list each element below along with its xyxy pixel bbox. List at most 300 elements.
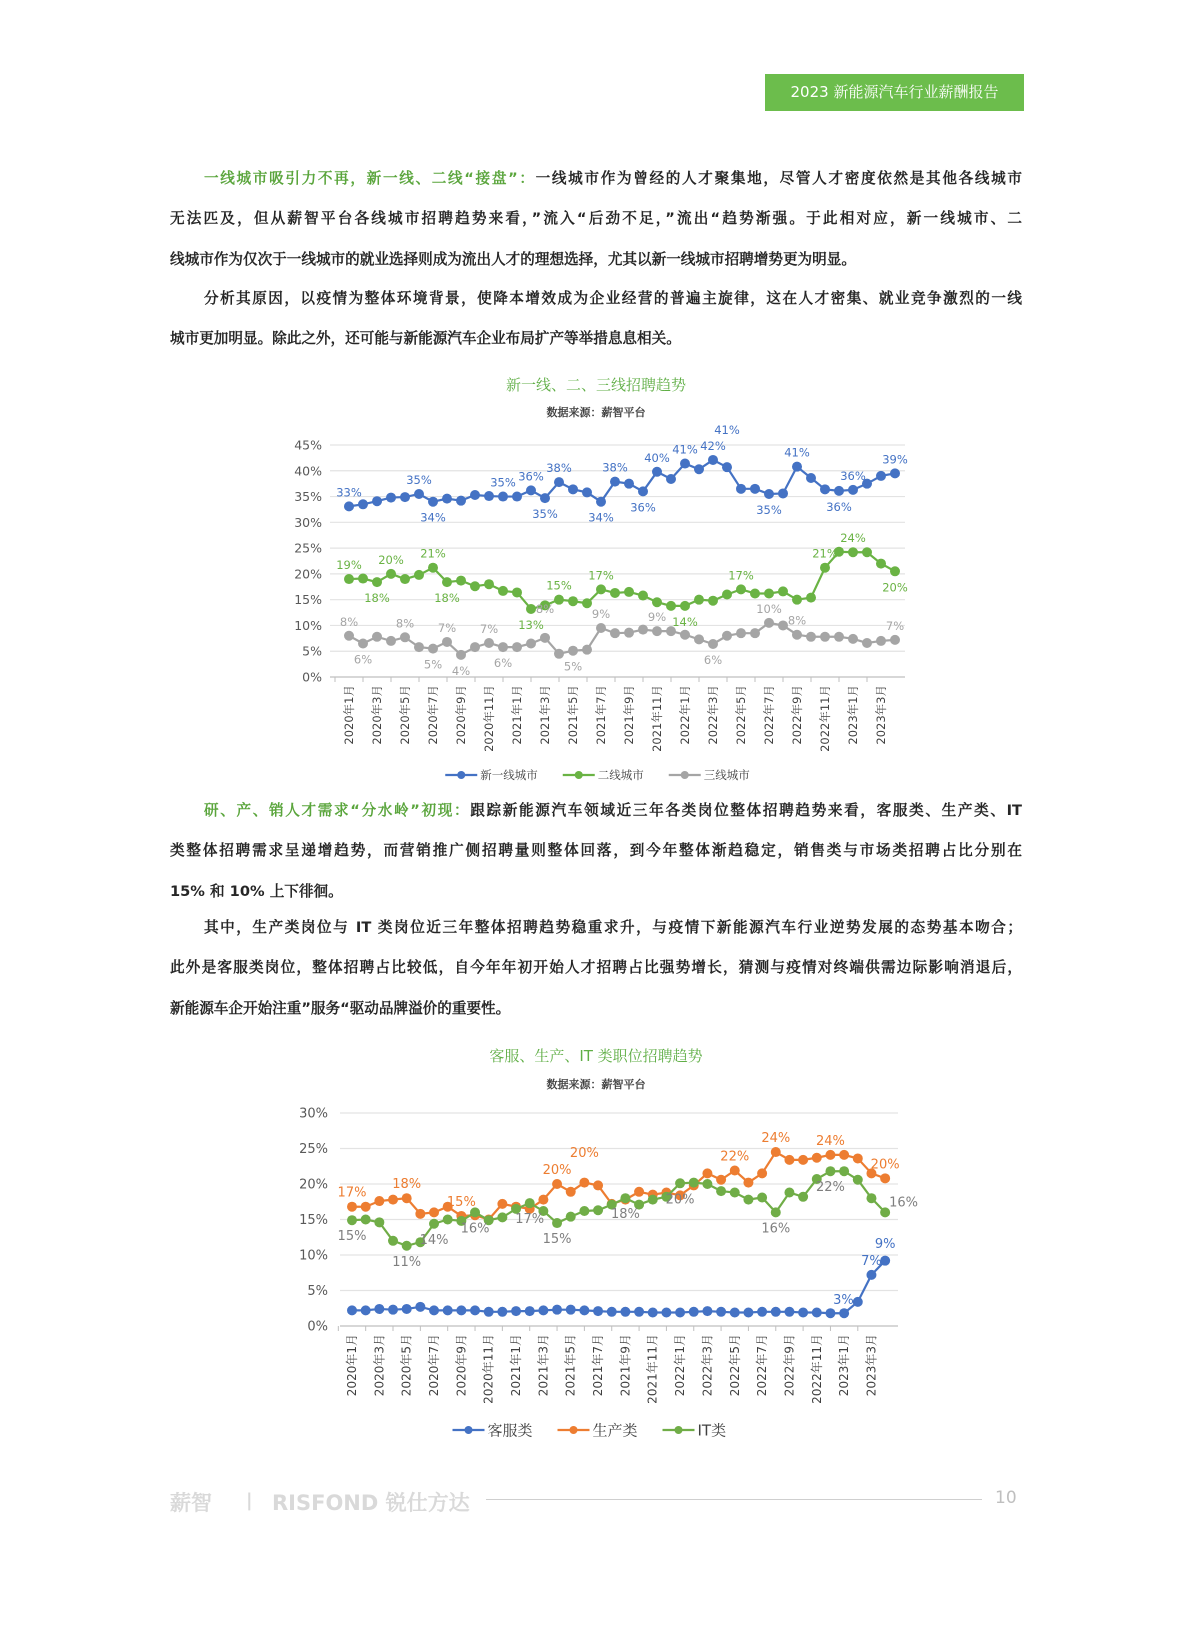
data-point [596, 584, 606, 594]
x-tick-label: 2021年11月 [645, 1334, 660, 1404]
data-point [792, 630, 802, 640]
data-point [806, 593, 816, 603]
data-point [400, 632, 410, 642]
page-number: 10 [995, 1488, 1017, 1508]
y-tick-label: 15% [299, 1213, 328, 1228]
paragraph-highlight: 研、产、销人才需求“分水岭”初现： [204, 802, 471, 819]
data-point [374, 1304, 384, 1314]
data-point [778, 620, 788, 630]
data-point [402, 1241, 412, 1251]
data-point [778, 488, 788, 498]
legend-label: 新一线城市 [480, 768, 538, 783]
data-label: 21% [812, 546, 838, 561]
data-label: 9% [874, 1236, 896, 1252]
data-point [566, 1305, 576, 1315]
legend-marker-icon [675, 1426, 683, 1434]
data-point [620, 1307, 630, 1317]
data-point [825, 1308, 835, 1318]
x-tick-label: 2022年3月 [706, 685, 720, 745]
data-label: 16% [889, 1195, 919, 1211]
data-label: 22% [815, 1180, 845, 1196]
x-tick-label: 2021年9月 [618, 1334, 633, 1397]
data-label: 7% [861, 1253, 882, 1269]
logo-separator: | [246, 1490, 253, 1511]
data-point [680, 601, 690, 611]
data-label: 7% [885, 618, 905, 633]
chart2-title: 客服、生产、IT 类职位招聘趋势 [489, 1047, 703, 1065]
data-point [484, 579, 494, 589]
data-point [344, 501, 354, 511]
data-point [834, 486, 844, 496]
data-label: 33% [336, 485, 362, 500]
data-label: 36% [630, 500, 656, 515]
x-tick-label: 2020年1月 [345, 1334, 359, 1397]
data-point [593, 1306, 603, 1316]
data-point [784, 1307, 794, 1317]
data-point [771, 1307, 781, 1317]
data-point [388, 1236, 398, 1246]
data-point [374, 1217, 384, 1227]
data-point [347, 1305, 357, 1315]
data-point [512, 642, 522, 652]
paragraph-line [170, 199, 1022, 239]
xinzhi-logo: 薪智 [170, 1491, 212, 1515]
data-point [820, 632, 830, 642]
data-point [890, 635, 900, 645]
report-title-badge: 2023 新能源汽车行业薪酬报告 [765, 74, 1024, 111]
data-point [388, 1195, 398, 1205]
paragraph-text: 其中，生产类岗位与 IT 类岗位近三年整体招聘趋势稳重求升，与疫情下新能源汽车行业逆势发展的态势基本吻合； [204, 919, 1022, 936]
data-point [414, 570, 424, 580]
data-point [722, 631, 732, 641]
x-tick-label: 2021年7月 [594, 685, 608, 745]
data-point [386, 493, 396, 503]
data-point [778, 586, 788, 596]
legend-marker-icon [570, 1426, 578, 1434]
data-point [372, 496, 382, 506]
x-tick-label: 2021年3月 [536, 1334, 551, 1397]
data-point [680, 630, 690, 640]
data-point [552, 1179, 562, 1189]
paragraph-line [170, 240, 1022, 280]
x-tick-label: 2022年9月 [782, 1334, 797, 1397]
data-point [624, 628, 634, 638]
data-point [540, 493, 550, 503]
x-tick-label: 2020年5月 [399, 1334, 414, 1397]
data-label: 17% [588, 568, 614, 583]
data-point [442, 494, 452, 504]
x-tick-label: 2023年1月 [837, 1334, 852, 1397]
data-point [806, 473, 816, 483]
data-point [566, 1212, 576, 1222]
data-label: 7% [437, 620, 457, 635]
data-point [730, 1188, 740, 1198]
paragraph-text: 跟踪新能源汽车领域近三年各类岗位整体招聘趋势来看，客服类、生产类、IT [470, 802, 1023, 819]
paragraph-line [170, 279, 1022, 319]
data-point [666, 474, 676, 484]
data-label: 20% [870, 1157, 900, 1173]
data-point [400, 492, 410, 502]
data-point [582, 487, 592, 497]
data-point [820, 484, 830, 494]
data-point [593, 1205, 603, 1215]
data-point [470, 581, 480, 591]
data-point [798, 1192, 808, 1202]
data-label: 17% [728, 568, 754, 583]
chart2-source: 数据来源：薪智平台 [546, 1078, 646, 1091]
data-point [792, 595, 802, 605]
x-tick-label: 2022年7月 [762, 685, 776, 745]
paragraph-text: 线城市作为仅次于一线城市的就业选择则成为流出人才的理想选择，尤其以新一线城市招聘增势更为明显。 [170, 250, 856, 268]
data-label: 24% [840, 531, 866, 546]
data-point [607, 1307, 617, 1317]
data-label: 35% [756, 502, 782, 517]
x-tick-label: 2021年11月 [650, 685, 664, 752]
y-tick-label: 0% [302, 669, 322, 685]
y-tick-label: 40% [294, 463, 322, 479]
paragraph-text: 类整体招聘需求呈递增趋势，而营销推广侧招聘量则整体回落，到今年整体渐趋稳定，销售类与市场类招聘占比分别在 [170, 842, 1022, 860]
data-point [876, 471, 886, 481]
data-point [497, 1307, 507, 1317]
data-point [736, 584, 746, 594]
data-label: 18% [392, 1177, 422, 1193]
data-point [848, 485, 858, 495]
data-point [853, 1175, 863, 1185]
data-point [853, 1297, 863, 1307]
data-point [736, 484, 746, 494]
data-point [634, 1187, 644, 1197]
series-line-1 [352, 1261, 885, 1314]
chart1-source: 数据来源：薪智平台 [546, 406, 646, 419]
data-point [771, 1207, 781, 1217]
data-point [428, 644, 438, 654]
data-point [347, 1202, 357, 1212]
data-point [806, 632, 816, 642]
data-label: 42% [700, 438, 726, 453]
paragraph-line [170, 319, 1022, 359]
data-point [750, 628, 760, 638]
data-point [661, 1308, 671, 1318]
data-label: 6% [353, 652, 373, 667]
data-point [652, 626, 662, 636]
data-label: 5% [563, 659, 583, 674]
y-tick-label: 10% [299, 1248, 328, 1264]
data-point [552, 1218, 562, 1228]
data-point [497, 1199, 507, 1209]
data-point [538, 1195, 548, 1205]
y-tick-label: 20% [299, 1177, 328, 1193]
data-point [596, 497, 606, 507]
legend-marker-icon [465, 1426, 473, 1434]
data-label: 20% [378, 552, 404, 567]
data-point [579, 1206, 589, 1216]
data-label: 20% [665, 1192, 695, 1208]
data-point [648, 1308, 658, 1318]
data-point [610, 628, 620, 638]
data-point [689, 1307, 699, 1317]
data-point [484, 1307, 494, 1317]
data-point [784, 1188, 794, 1198]
paragraph-line [170, 791, 1022, 831]
data-point [702, 1306, 712, 1316]
data-point [839, 1150, 849, 1160]
data-point [540, 633, 550, 643]
data-point [498, 642, 508, 652]
data-point [648, 1195, 658, 1205]
x-tick-label: 2021年7月 [591, 1334, 606, 1397]
data-point [694, 464, 704, 474]
data-point [429, 1207, 439, 1217]
data-point [456, 496, 466, 506]
data-point [764, 618, 774, 628]
data-point [497, 1212, 507, 1222]
data-point [568, 596, 578, 606]
paragraph-line [170, 872, 1022, 912]
data-point [358, 499, 368, 509]
data-point [470, 1305, 480, 1315]
data-point [429, 1219, 439, 1229]
x-tick-label: 2021年3月 [538, 685, 552, 745]
data-point [708, 639, 718, 649]
data-point [798, 1308, 808, 1318]
data-point [610, 588, 620, 598]
data-point [579, 1305, 589, 1315]
data-point [372, 577, 382, 587]
data-point [582, 645, 592, 655]
legend-label: 客服类 [487, 1421, 533, 1440]
data-label: 35% [406, 472, 432, 487]
data-label: 34% [588, 510, 614, 525]
paragraph-line [170, 989, 1022, 1029]
data-point [552, 1305, 562, 1315]
data-label: 24% [815, 1133, 845, 1149]
data-point [526, 638, 536, 648]
data-point [730, 1166, 740, 1176]
x-tick-label: 2022年5月 [727, 1334, 742, 1397]
data-label: 8% [535, 601, 555, 616]
x-tick-label: 2023年1月 [846, 685, 860, 745]
y-tick-label: 0% [307, 1319, 328, 1335]
x-tick-label: 2020年9月 [454, 1334, 469, 1397]
data-point [400, 574, 410, 584]
x-tick-label: 2020年7月 [427, 1334, 442, 1397]
x-tick-label: 2020年1月 [342, 685, 356, 745]
x-tick-label: 2020年3月 [372, 1334, 387, 1397]
paragraph-line [170, 831, 1022, 871]
legend-label: IT类 [697, 1421, 727, 1440]
paragraph-line [170, 908, 1022, 948]
data-point [716, 1307, 726, 1317]
x-tick-label: 2022年3月 [700, 1334, 715, 1397]
data-point [792, 462, 802, 472]
chart1-title: 新一线、二、三线招聘趋势 [505, 376, 686, 394]
x-tick-label: 2022年11月 [809, 1334, 824, 1404]
data-point [582, 598, 592, 608]
data-label: 19% [336, 558, 362, 573]
data-point [358, 638, 368, 648]
data-point [538, 1305, 548, 1315]
data-label: 8% [787, 613, 807, 628]
legend-marker-icon [457, 771, 465, 779]
data-point [415, 1209, 425, 1219]
data-point [638, 625, 648, 635]
data-label: 18% [434, 591, 460, 606]
data-point [764, 588, 774, 598]
data-point [812, 1153, 822, 1163]
data-point [554, 595, 564, 605]
x-tick-label: 2022年11月 [818, 685, 832, 752]
data-label: 10% [756, 601, 782, 616]
data-point [722, 590, 732, 600]
data-point [757, 1192, 767, 1202]
data-point [848, 547, 858, 557]
data-point [675, 1178, 685, 1188]
data-point [736, 628, 746, 638]
data-point [593, 1180, 603, 1190]
data-point [689, 1178, 699, 1188]
data-point [757, 1168, 767, 1178]
data-point [386, 569, 396, 579]
y-tick-label: 25% [299, 1142, 328, 1157]
data-point [456, 650, 466, 660]
data-point [484, 491, 494, 501]
data-point [880, 1173, 890, 1183]
data-point [764, 489, 774, 499]
data-point [358, 574, 368, 584]
data-point [890, 468, 900, 478]
paragraph-1 [170, 159, 1022, 280]
data-point [652, 597, 662, 607]
data-point [624, 587, 634, 597]
data-point [456, 576, 466, 586]
y-tick-label: 20% [294, 566, 322, 582]
x-tick-label: 2022年7月 [755, 1334, 770, 1397]
data-point [402, 1304, 412, 1314]
data-point [386, 636, 396, 646]
paragraph-text: 无法匹及，但从薪智平台各线城市招聘趋势来看，”流入“后劲不足，”流出“趋势渐强。于此相对应，新一线城市、二 [170, 210, 1022, 228]
data-point [525, 1198, 535, 1208]
x-tick-label: 2020年7月 [426, 685, 440, 745]
data-point [716, 1175, 726, 1185]
data-point [866, 1270, 876, 1280]
data-label: 24% [761, 1131, 791, 1147]
data-label: 18% [364, 591, 390, 606]
data-point [579, 1178, 589, 1188]
data-point [750, 588, 760, 598]
data-label: 20% [882, 580, 908, 595]
data-point [750, 484, 760, 494]
data-label: 22% [720, 1149, 750, 1165]
data-label: 5% [423, 657, 443, 672]
data-point [429, 1305, 439, 1315]
data-point [862, 638, 872, 648]
risfond-logo: RISFOND 锐仕方达 [272, 1491, 470, 1515]
data-point [743, 1178, 753, 1188]
paragraph-text: 15% 和 10% 上下徘徊。 [170, 882, 343, 900]
data-point [374, 1196, 384, 1206]
data-point [834, 632, 844, 642]
data-point [402, 1193, 412, 1203]
legend-marker-icon [575, 771, 583, 779]
data-label: 21% [420, 546, 446, 561]
data-label: 13% [518, 617, 544, 632]
x-tick-label: 2021年1月 [510, 685, 524, 745]
y-tick-label: 35% [294, 489, 322, 505]
data-label: 15% [446, 1194, 476, 1210]
data-point [634, 1307, 644, 1317]
data-point [866, 1193, 876, 1203]
data-point [743, 1195, 753, 1205]
data-point [798, 1155, 808, 1165]
legend-label: 生产类 [592, 1421, 638, 1440]
data-point [526, 604, 536, 614]
data-point [638, 486, 648, 496]
data-point [862, 547, 872, 557]
x-tick-label: 2021年5月 [563, 1334, 578, 1397]
data-point [512, 587, 522, 597]
data-label: 7% [479, 621, 499, 636]
data-point [554, 477, 564, 487]
legend-label: 二线城市 [597, 768, 644, 783]
paragraph-text: 此外是客服类岗位，整体招聘占比较低，自今年年初开始人才招聘占比强势增长，猜测与疫情对终端供需边际影响消退后， [170, 959, 1022, 977]
data-point [652, 467, 662, 477]
data-label: 18% [610, 1207, 640, 1223]
data-point [512, 492, 522, 502]
data-point [730, 1308, 740, 1318]
data-point [596, 623, 606, 633]
data-point [680, 459, 690, 469]
legend-marker-icon [681, 771, 689, 779]
y-tick-label: 15% [294, 592, 322, 608]
paragraph-line [170, 159, 1022, 199]
data-label: 14% [672, 614, 698, 629]
data-point [428, 497, 438, 507]
data-label: 41% [714, 422, 740, 437]
data-point [848, 634, 858, 644]
data-point [428, 563, 438, 573]
data-label: 36% [826, 499, 852, 514]
data-point [344, 631, 354, 641]
data-point [675, 1308, 685, 1318]
y-tick-label: 5% [302, 643, 322, 659]
data-label: 20% [542, 1163, 572, 1178]
data-label: 20% [569, 1146, 599, 1161]
data-label: 9% [647, 610, 667, 625]
data-label: 38% [546, 461, 572, 476]
data-point [372, 632, 382, 642]
paragraph-line [170, 948, 1022, 988]
data-point [666, 601, 676, 611]
x-tick-label: 2020年11月 [482, 685, 496, 752]
paragraph-2 [170, 279, 1022, 360]
x-tick-label: 2023年3月 [864, 1334, 879, 1397]
paragraph-3 [170, 791, 1022, 912]
data-point [456, 1305, 466, 1315]
data-point [415, 1302, 425, 1312]
data-label: 3% [833, 1292, 854, 1308]
data-label: 15% [546, 578, 572, 593]
data-label: 11% [392, 1254, 422, 1270]
data-point [554, 649, 564, 659]
data-point [442, 577, 452, 587]
data-point [361, 1202, 371, 1212]
data-label: 40% [644, 450, 670, 465]
x-tick-label: 2022年9月 [790, 685, 804, 745]
y-tick-label: 30% [294, 514, 322, 530]
data-point [414, 642, 424, 652]
data-point [876, 636, 886, 646]
data-label: 38% [602, 460, 628, 475]
